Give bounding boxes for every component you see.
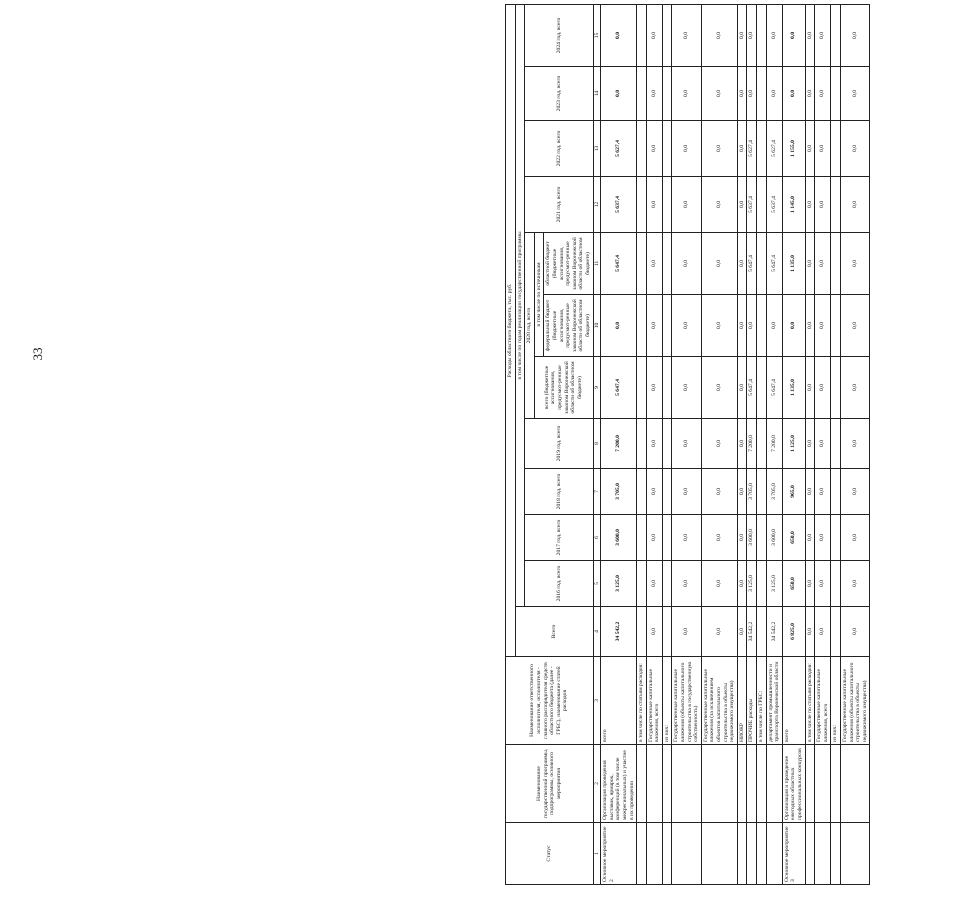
value-cell	[831, 295, 841, 357]
value-cell: 0,0	[805, 295, 815, 357]
column-number: 3	[593, 657, 601, 745]
value-cell: 0,0	[672, 233, 701, 295]
value-cell	[662, 607, 672, 657]
program-name-cell	[840, 745, 869, 823]
value-cell	[757, 607, 767, 657]
program-name-cell	[805, 745, 815, 823]
value-cell: 0,0	[672, 4, 701, 66]
value-cell: 0,0	[815, 295, 831, 357]
expense-item-cell: из них:	[831, 657, 841, 745]
status-cell	[840, 823, 869, 885]
value-cell: 3 600,0	[601, 515, 637, 561]
column-number: 7	[593, 469, 601, 515]
value-cell: 0,0	[737, 233, 747, 295]
expense-item-cell: департамент промышленности и транспорта Воронежской области	[766, 657, 782, 745]
column-number: 15	[593, 4, 601, 66]
value-cell: 7 200,0	[601, 419, 637, 469]
value-cell	[757, 419, 767, 469]
value-cell: 0,0	[601, 295, 637, 357]
value-cell: 0,0	[701, 419, 737, 469]
value-cell: 0,0	[701, 469, 737, 515]
header-2016: 2016 год, всего	[525, 561, 593, 607]
value-cell: 0,0	[805, 515, 815, 561]
value-cell: 0,0	[840, 67, 869, 121]
program-name-cell	[831, 745, 841, 823]
status-cell	[737, 823, 747, 885]
value-cell	[831, 121, 841, 177]
value-cell	[831, 419, 841, 469]
value-cell: 0,0	[646, 295, 662, 357]
column-number: 2	[593, 745, 601, 823]
value-cell: 0,0	[805, 4, 815, 66]
value-cell: 34 542,2	[601, 607, 637, 657]
table-row	[646, 4, 662, 884]
value-cell: 0,0	[805, 121, 815, 177]
table-row	[840, 4, 869, 884]
expense-item-cell: всего	[601, 657, 637, 745]
value-cell: 0,0	[840, 607, 869, 657]
value-cell: 0,0	[782, 4, 805, 66]
value-cell: 0,0	[701, 357, 737, 419]
value-cell: 0,0	[805, 357, 815, 419]
value-cell: 0,0	[646, 357, 662, 419]
value-cell	[831, 4, 841, 66]
program-name-cell	[766, 745, 782, 823]
program-name-cell	[672, 745, 701, 823]
expense-item-cell: Государственные капитальные вложения, всего	[815, 657, 831, 745]
value-cell: 0,0	[815, 121, 831, 177]
value-cell: 0,0	[840, 419, 869, 469]
table-row	[701, 4, 737, 884]
status-cell: Основное мероприятие 3	[782, 823, 805, 885]
value-cell: 0,0	[672, 515, 701, 561]
value-cell	[637, 67, 647, 121]
program-name-cell	[637, 745, 647, 823]
value-cell: 0,0	[815, 357, 831, 419]
value-cell	[637, 177, 647, 233]
value-cell: 0,0	[701, 121, 737, 177]
value-cell	[662, 419, 672, 469]
value-cell: 5 627,4	[766, 121, 782, 177]
value-cell: 0,0	[672, 607, 701, 657]
value-cell: 0,0	[737, 357, 747, 419]
value-cell: 650,0	[782, 515, 805, 561]
value-cell	[662, 295, 672, 357]
header-by-years: в том числе по годам реализации государственной программы	[515, 4, 525, 606]
value-cell	[757, 4, 767, 66]
value-cell: 0,0	[840, 295, 869, 357]
status-cell	[637, 823, 647, 885]
column-number: 6	[593, 515, 601, 561]
value-cell: 0,0	[805, 561, 815, 607]
value-cell: 0,0	[646, 607, 662, 657]
value-cell: 34 542,2	[766, 607, 782, 657]
value-cell: 965,0	[782, 469, 805, 515]
value-cell	[637, 607, 647, 657]
value-cell: 0,0	[737, 419, 747, 469]
expenses-table	[505, 4, 870, 885]
value-cell	[831, 607, 841, 657]
value-cell: 0,0	[646, 177, 662, 233]
status-cell	[815, 823, 831, 885]
value-cell	[757, 561, 767, 607]
value-cell: 0,0	[672, 469, 701, 515]
program-name-cell: Организация проведения выставок, ярмарок, конференций (в том числе межрегиональных) и участие в их проведении	[601, 745, 637, 823]
program-name-cell	[747, 745, 757, 823]
value-cell	[662, 121, 672, 177]
value-cell: 7 200,0	[766, 419, 782, 469]
table-row	[747, 4, 757, 884]
value-cell: 5 637,4	[766, 177, 782, 233]
page-number: 33	[30, 347, 45, 361]
expense-item-cell: Государственные капитальные вложения (объекты капитального строительства в объекты недвижимого имущества)	[840, 657, 869, 745]
expense-item-cell: Государственные капитальные вложения (за исключением объектов капитального строительства в объекты недвижимого имущества)	[701, 657, 737, 745]
value-cell: 1 135,0	[782, 233, 805, 295]
header-2023: 2023 год, всего	[525, 67, 593, 121]
column-number: 13	[593, 121, 601, 177]
value-cell: 0,0	[815, 469, 831, 515]
value-cell	[662, 515, 672, 561]
value-cell: 0,0	[701, 295, 737, 357]
value-cell: 0,0	[805, 607, 815, 657]
value-cell: 0,0	[747, 295, 757, 357]
value-cell: 0,0	[815, 67, 831, 121]
value-cell: 0,0	[701, 67, 737, 121]
value-cell: 1 125,0	[782, 419, 805, 469]
value-cell	[757, 177, 767, 233]
value-cell: 5 647,4	[601, 357, 637, 419]
value-cell: 0,0	[815, 4, 831, 66]
header-src-federal: федеральный бюджет (бюджетные ассигнования, предусмот-ренные законом Воронежской области об областном бюджете)	[544, 295, 593, 357]
program-name-cell	[757, 745, 767, 823]
value-cell: 3 705,0	[747, 469, 757, 515]
value-cell	[831, 233, 841, 295]
header-2021: 2021 год, всего	[525, 177, 593, 233]
value-cell	[662, 177, 672, 233]
value-cell: 0,0	[815, 419, 831, 469]
value-cell	[662, 469, 672, 515]
value-cell: 5 627,4	[747, 121, 757, 177]
status-cell	[757, 823, 767, 885]
value-cell: 5 627,4	[601, 121, 637, 177]
program-name-cell	[701, 745, 737, 823]
value-cell	[662, 561, 672, 607]
value-cell: 5 647,4	[601, 233, 637, 295]
expense-item-cell: ПРОЧИЕ расходы	[747, 657, 757, 745]
table-row	[637, 4, 647, 884]
table-row	[815, 4, 831, 884]
value-cell: 1 135,0	[782, 357, 805, 419]
value-cell: 0,0	[646, 233, 662, 295]
header-program-name: Наименование государственной программы, подпрограммы, основного мероприятия	[506, 745, 594, 823]
header-2022: 2022 год, всего	[525, 121, 593, 177]
value-cell: 5 647,4	[747, 357, 757, 419]
value-cell: 0,0	[815, 515, 831, 561]
value-cell	[637, 469, 647, 515]
header-src-other: областной бюджет (бюджетные ассигнования, предусмот-ренные законом Воронежской области об областном бюджете)	[544, 233, 593, 295]
column-number: 1	[593, 823, 601, 885]
value-cell: 0,0	[815, 233, 831, 295]
column-number: 9	[593, 357, 601, 419]
value-cell: 3 600,0	[766, 515, 782, 561]
value-cell	[662, 357, 672, 419]
value-cell: 0,0	[747, 4, 757, 66]
value-cell: 0,0	[672, 419, 701, 469]
value-cell	[637, 515, 647, 561]
value-cell: 0,0	[672, 561, 701, 607]
value-cell: 5 637,4	[747, 177, 757, 233]
value-cell	[757, 67, 767, 121]
header-incl-sources: в том числе по источникам	[534, 233, 544, 357]
table-row	[766, 4, 782, 884]
table-row	[782, 4, 805, 884]
value-cell	[637, 357, 647, 419]
expense-item-cell: НИОКР	[737, 657, 747, 745]
status-cell	[672, 823, 701, 885]
value-cell: 0,0	[840, 177, 869, 233]
header-executor: Наименование ответственного исполнителя, исполнителя - главного распорядителя средств областного бюджета (далее - ГРБС), наименование статей расходов	[506, 657, 594, 745]
table-body	[601, 4, 870, 884]
value-cell: 0,0	[701, 561, 737, 607]
expense-item-cell: из них:	[662, 657, 672, 745]
value-cell	[637, 561, 647, 607]
value-cell: 0,0	[840, 469, 869, 515]
value-cell: 0,0	[805, 177, 815, 233]
value-cell: 0,0	[782, 67, 805, 121]
header-expenses-title: Расходы областного бюджета, тыс. руб.	[506, 4, 516, 656]
value-cell: 0,0	[672, 295, 701, 357]
value-cell: 3 600,0	[747, 515, 757, 561]
expenses-table-sheet	[505, 5, 960, 885]
value-cell: 5 647,4	[747, 233, 757, 295]
value-cell	[637, 233, 647, 295]
expense-item-cell: Государственные капитальные вложения (объекты капитального строительства в государственную собственность)	[672, 657, 701, 745]
value-cell: 0,0	[601, 4, 637, 66]
value-cell: 0,0	[646, 67, 662, 121]
value-cell	[637, 4, 647, 66]
table-row	[805, 4, 815, 884]
value-cell: 0,0	[701, 4, 737, 66]
value-cell	[831, 357, 841, 419]
value-cell: 0,0	[737, 177, 747, 233]
value-cell: 0,0	[737, 561, 747, 607]
value-cell: 0,0	[646, 469, 662, 515]
column-number: 11	[593, 233, 601, 295]
value-cell: 0,0	[672, 357, 701, 419]
value-cell: 1 145,0	[782, 177, 805, 233]
table-row	[672, 4, 701, 884]
expense-item-cell: всего	[782, 657, 805, 745]
value-cell: 0,0	[805, 469, 815, 515]
value-cell: 0,0	[701, 233, 737, 295]
value-cell: 0,0	[737, 121, 747, 177]
value-cell: 0,0	[805, 67, 815, 121]
status-cell	[805, 823, 815, 885]
value-cell: 0,0	[672, 177, 701, 233]
value-cell	[637, 295, 647, 357]
header-2024: 2024 год, всего	[525, 4, 593, 66]
table-row	[601, 4, 637, 884]
program-name-cell: Организация и проведение ежегодных областных профессиональных конкурсов	[782, 745, 805, 823]
column-number-row	[593, 4, 601, 884]
program-name-cell	[815, 745, 831, 823]
value-cell: 0,0	[601, 67, 637, 121]
status-cell: Основное мероприятие 2	[601, 823, 637, 885]
header-status: Статус	[506, 823, 594, 885]
status-cell	[662, 823, 672, 885]
value-cell: 0,0	[737, 295, 747, 357]
value-cell: 5 647,4	[766, 233, 782, 295]
value-cell: 0,0	[737, 4, 747, 66]
column-number: 12	[593, 177, 601, 233]
value-cell	[757, 515, 767, 561]
header-2019: 2019 год, всего	[525, 419, 593, 469]
value-cell: 6 825,0	[782, 607, 805, 657]
value-cell: 0,0	[646, 515, 662, 561]
table-row	[662, 4, 672, 884]
status-cell	[646, 823, 662, 885]
value-cell: 0,0	[737, 67, 747, 121]
header-2020: 2020 год, всего	[525, 233, 535, 419]
column-number: 4	[593, 607, 601, 657]
header-2017: 2017 год, всего	[525, 515, 593, 561]
value-cell: 7 200,0	[747, 419, 757, 469]
program-name-cell	[646, 745, 662, 823]
value-cell	[662, 67, 672, 121]
value-cell: 0,0	[766, 67, 782, 121]
header-2018: 2018 год, всего	[525, 469, 593, 515]
status-cell	[766, 823, 782, 885]
program-name-cell	[662, 745, 672, 823]
value-cell	[831, 177, 841, 233]
value-cell: 0,0	[815, 177, 831, 233]
value-cell: 0,0	[646, 4, 662, 66]
status-cell	[701, 823, 737, 885]
value-cell: 0,0	[782, 295, 805, 357]
value-cell: 0,0	[737, 469, 747, 515]
status-cell	[831, 823, 841, 885]
value-cell	[637, 121, 647, 177]
value-cell: 34 542,2	[747, 607, 757, 657]
value-cell: 0,0	[840, 233, 869, 295]
value-cell: 0,0	[805, 419, 815, 469]
value-cell: 0,0	[840, 357, 869, 419]
value-cell: 0,0	[701, 177, 737, 233]
value-cell: 0,0	[840, 4, 869, 66]
value-cell: 650,0	[782, 561, 805, 607]
table-row	[757, 4, 767, 884]
value-cell: 0,0	[672, 121, 701, 177]
value-cell: 0,0	[747, 67, 757, 121]
value-cell	[662, 233, 672, 295]
expense-item-cell: в том числе по статьям расходов:	[637, 657, 647, 745]
expense-item-cell: Государственные капитальные вложения, всего	[646, 657, 662, 745]
value-cell: 3 705,0	[766, 469, 782, 515]
column-number: 5	[593, 561, 601, 607]
column-number: 10	[593, 295, 601, 357]
column-number: 14	[593, 67, 601, 121]
table-row	[831, 4, 841, 884]
column-number: 8	[593, 419, 601, 469]
value-cell: 0,0	[646, 121, 662, 177]
value-cell	[831, 67, 841, 121]
value-cell: 0,0	[646, 419, 662, 469]
value-cell: 3 125,0	[766, 561, 782, 607]
value-cell	[637, 419, 647, 469]
value-cell: 0,0	[766, 295, 782, 357]
value-cell: 0,0	[737, 515, 747, 561]
value-cell	[831, 515, 841, 561]
value-cell	[757, 295, 767, 357]
table-row	[737, 4, 747, 884]
value-cell: 0,0	[840, 121, 869, 177]
value-cell: 0,0	[672, 67, 701, 121]
value-cell: 0,0	[701, 515, 737, 561]
value-cell: 3 125,0	[601, 561, 637, 607]
value-cell: 0,0	[840, 515, 869, 561]
value-cell	[757, 357, 767, 419]
value-cell	[757, 121, 767, 177]
value-cell	[662, 4, 672, 66]
value-cell: 0,0	[737, 607, 747, 657]
expense-item-cell: в том числе по ГРБС:	[757, 657, 767, 745]
value-cell	[757, 469, 767, 515]
value-cell	[831, 561, 841, 607]
value-cell: 1 155,0	[782, 121, 805, 177]
value-cell: 0,0	[840, 561, 869, 607]
value-cell: 3 125,0	[747, 561, 757, 607]
status-cell	[747, 823, 757, 885]
value-cell: 5 647,4	[766, 357, 782, 419]
value-cell: 0,0	[766, 4, 782, 66]
value-cell: 0,0	[701, 607, 737, 657]
header-src-regional: всего (бюджетные ассигнования, предусмот-ренные законом Воронежской области об областном бюджете)	[534, 357, 593, 419]
value-cell: 0,0	[646, 561, 662, 607]
value-cell: 0,0	[815, 607, 831, 657]
expense-item-cell: в том числе по статьям расходов:	[805, 657, 815, 745]
value-cell: 5 637,4	[601, 177, 637, 233]
value-cell	[831, 469, 841, 515]
value-cell: 0,0	[805, 233, 815, 295]
program-name-cell	[737, 745, 747, 823]
header-total: Всего	[515, 607, 593, 657]
value-cell: 0,0	[815, 561, 831, 607]
value-cell: 3 705,0	[601, 469, 637, 515]
value-cell	[757, 233, 767, 295]
